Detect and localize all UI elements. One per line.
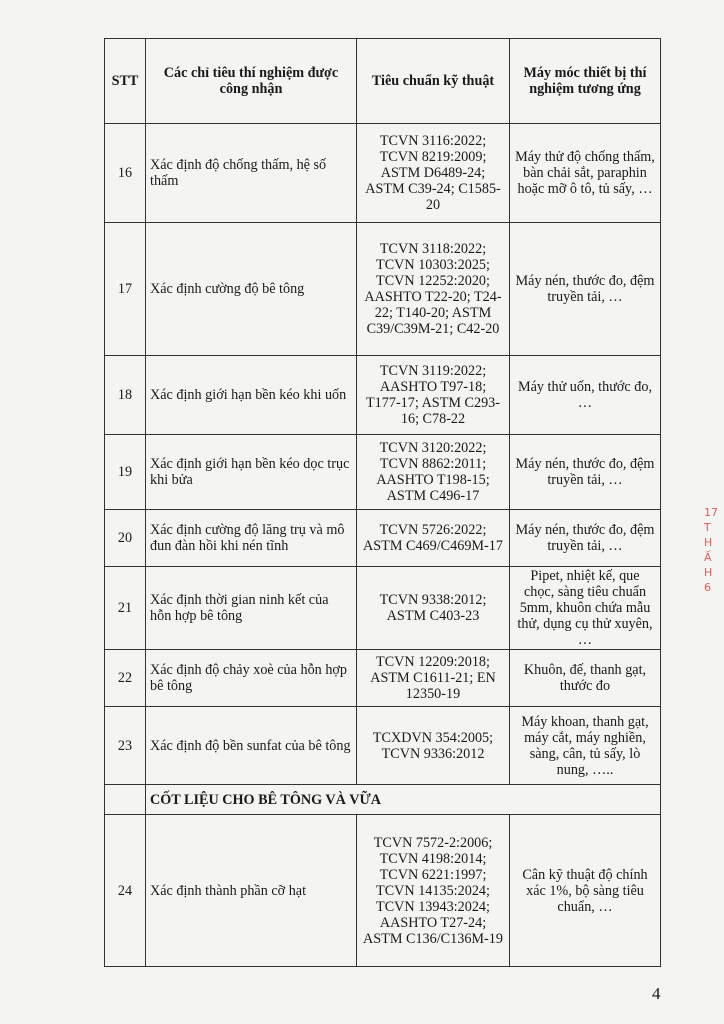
row-criteria: Xác định giới hạn bền kéo khi uốn [146, 356, 357, 435]
row-equipment: Máy khoan, thanh gạt, máy cắt, máy nghiền, sàng, cân, tủ sấy, lò nung, ….. [510, 707, 661, 785]
table-row [105, 435, 661, 510]
row-criteria: Xác định giới hạn bền kéo dọc trục khi bửa [146, 435, 357, 510]
table-row [105, 815, 661, 967]
row-standard: TCXDVN 354:2005; TCVN 9336:2012 [357, 707, 510, 785]
header-criteria: Các chỉ tiêu thí nghiệm được công nhận [146, 39, 357, 124]
section-stt-empty [105, 785, 146, 815]
row-standard: TCVN 3118:2022; TCVN 10303:2025; TCVN 12252:2020; AASHTO T22-20; T24-22; T140-20; ASTM C39/C39M-21; C42-20 [357, 223, 510, 356]
row-equipment: Pipet, nhiệt kế, que chọc, sàng tiêu chuẩn 5mm, khuôn chứa mẫu thử, dụng cụ thử xuyên, … [510, 567, 661, 650]
header-standard: Tiêu chuẩn kỹ thuật [357, 39, 510, 124]
row-stt: 24 [105, 815, 146, 967]
row-equipment: Cân kỹ thuật độ chính xác 1%, bộ sàng tiêu chuẩn, … [510, 815, 661, 967]
table-header-row [105, 39, 661, 124]
table-row [105, 356, 661, 435]
row-standard: TCVN 3116:2022; TCVN 8219:2009; ASTM D6489-24; ASTM C39-24; C1585-20 [357, 124, 510, 223]
stamp-char: Ấ [704, 551, 712, 564]
table-row [105, 707, 661, 785]
red-stamp-fragment [704, 505, 724, 645]
row-criteria: Xác định độ chống thấm, hệ số thấm [146, 124, 357, 223]
test-criteria-table [104, 38, 661, 967]
table-row [105, 567, 661, 650]
row-criteria: Xác định thời gian ninh kết của hỗn hợp bê tông [146, 567, 357, 650]
row-stt: 19 [105, 435, 146, 510]
page-number: 4 [652, 984, 661, 1003]
row-standard: TCVN 3120:2022; TCVN 8862:2011; AASHTO T198-15; ASTM C496-17 [357, 435, 510, 510]
stamp-char: 6 [704, 581, 711, 594]
stamp-char: 17 [704, 506, 718, 519]
row-stt: 16 [105, 124, 146, 223]
row-stt: 17 [105, 223, 146, 356]
table-row [105, 223, 661, 356]
row-standard: TCVN 7572-2:2006; TCVN 4198:2014; TCVN 6221:1997; TCVN 14135:2024; TCVN 13943:2024; AASHTO T27-24; ASTM C136/C136M-19 [357, 815, 510, 967]
row-stt: 21 [105, 567, 146, 650]
row-stt: 22 [105, 650, 146, 707]
row-equipment: Máy thử độ chống thấm, bàn chải sắt, paraphin hoặc mỡ ô tô, tủ sấy, … [510, 124, 661, 223]
row-standard: TCVN 9338:2012; ASTM C403-23 [357, 567, 510, 650]
row-criteria: Xác định cường độ bê tông [146, 223, 357, 356]
stamp-char: H [704, 566, 713, 579]
section-header-row [105, 785, 661, 815]
row-equipment: Máy thử uốn, thước đo, … [510, 356, 661, 435]
row-criteria: Xác định thành phần cỡ hạt [146, 815, 357, 967]
row-stt: 23 [105, 707, 146, 785]
row-stt: 18 [105, 356, 146, 435]
row-equipment: Máy nén, thước đo, đệm truyền tải, … [510, 510, 661, 567]
row-standard: TCVN 12209:2018; ASTM C1611-21; EN 12350-19 [357, 650, 510, 707]
header-stt: STT [105, 39, 146, 124]
row-standard: TCVN 3119:2022; AASHTO T97-18; T177-17; ASTM C293-16; C78-22 [357, 356, 510, 435]
row-stt: 20 [105, 510, 146, 567]
row-equipment: Máy nén, thước đo, đệm truyền tải, … [510, 435, 661, 510]
section-title: CỐT LIỆU CHO BÊ TÔNG VÀ VỮA [146, 785, 661, 815]
stamp-char: T [704, 521, 711, 534]
row-criteria: Xác định độ bền sunfat của bê tông [146, 707, 357, 785]
row-equipment: Máy nén, thước đo, đệm truyền tải, … [510, 223, 661, 356]
row-criteria: Xác định độ chảy xoè của hỗn hợp bê tông [146, 650, 357, 707]
header-equipment: Máy móc thiết bị thí nghiệm tương ứng [510, 39, 661, 124]
row-criteria: Xác định cường độ lăng trụ và mô đun đàn hồi khi nén tĩnh [146, 510, 357, 567]
table-row [105, 510, 661, 567]
row-standard: TCVN 5726:2022; ASTM C469/C469M-17 [357, 510, 510, 567]
table-row [105, 124, 661, 223]
stamp-char: H [704, 536, 713, 549]
row-equipment: Khuôn, đế, thanh gạt, thước đo [510, 650, 661, 707]
table-row [105, 650, 661, 707]
